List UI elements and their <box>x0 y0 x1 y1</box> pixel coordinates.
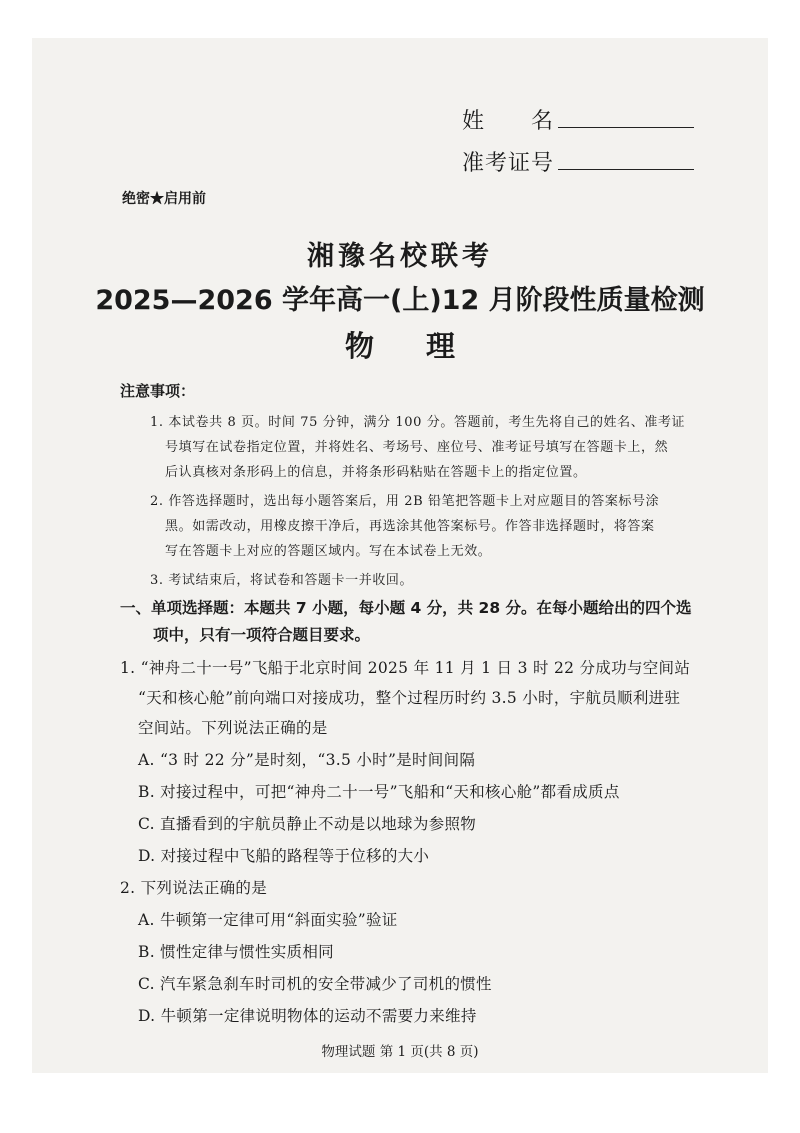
name-label: 姓 名 <box>462 109 555 134</box>
q2-option-a: A. 牛顿第一定律可用“斜面实验”验证 <box>138 911 398 929</box>
notice-line-1: 1. 本试卷共 8 页。时间 75 分钟，满分 100 分。答题前，考生先将自己的姓名、准考证 <box>150 415 686 430</box>
section1-heading: 一、单项选择题：本题共 7 小题，每小题 4 分，共 28 分。在每小题给出的四个选 <box>120 599 692 617</box>
section1-heading-cont: 项中，只有一项符合题目要求。 <box>153 626 371 644</box>
page-footer: 物理试题 第 1 页(共 8 页) <box>321 1044 479 1060</box>
q1-stem-line-2: “天和核心舱”前向端口对接成功，整个过程历时约 3.5 小时，宇航员顺利进驻 <box>138 689 681 707</box>
notice-line-5: 黑。如需改动，用橡皮擦干净后，再选涂其他答案标号。作答非选择题时，将答案 <box>165 519 655 534</box>
q1-option-c: C. 直播看到的宇航员静止不动是以地球为参照物 <box>138 815 477 833</box>
name-field <box>462 104 694 135</box>
notice-line-7: 3. 考试结束后，将试卷和答题卡一并收回。 <box>150 573 414 588</box>
notice-line-3: 后认真核对条形码上的信息，并将条形码粘贴在答题卡上的指定位置。 <box>165 465 587 480</box>
q1-option-a: A. “3 时 22 分”是时刻，“3.5 小时”是时间间隔 <box>138 751 476 769</box>
q2-option-b: B. 惯性定律与惯性实质相同 <box>138 943 334 961</box>
q1-stem-line-3: 空间站。下列说法正确的是 <box>138 719 328 737</box>
notice-line-6: 写在答题卡上对应的答题区域内。写在本试卷上无效。 <box>165 544 492 559</box>
q1-option-d: D. 对接过程中飞船的路程等于位移的大小 <box>138 847 430 865</box>
notice-title: 注意事项： <box>120 382 196 400</box>
q2-stem: 2. 下列说法正确的是 <box>120 879 268 897</box>
secret-mark: 绝密★启用前 <box>122 191 206 207</box>
exam-id-label: 准考证号 <box>462 151 555 176</box>
notice-line-4: 2. 作答选择题时，选出每小题答案后，用 2B 铅笔把答题卡上对应题目的答案标号涂 <box>150 494 660 509</box>
q1-stem-line-1: 1. “神舟二十一号”飞船于北京时间 2025 年 11 月 1 日 3 时 22 分成功与空间站 <box>120 659 691 677</box>
q2-option-d: D. 牛顿第一定律说明物体的运动不需要力来维持 <box>138 1007 477 1025</box>
exam-id-field <box>462 146 694 177</box>
q2-option-c: C. 汽车紧急刹车时司机的安全带减少了司机的惯性 <box>138 975 492 993</box>
exam-title-line1: 湘豫名校联考 <box>307 241 493 272</box>
exam-id-blank-line <box>558 151 694 170</box>
subject-title: 物理 <box>344 329 507 363</box>
exam-page <box>32 38 768 1073</box>
notice-line-2: 号填写在试卷指定位置，并将姓名、考场号、座位号、准考证号填写在答题卡上，然 <box>165 440 669 455</box>
q1-option-b: B. 对接过程中，可把“神舟二十一号”飞船和“天和核心舱”都看成质点 <box>138 783 620 801</box>
exam-title-line2: 2025—2026 学年高一(上)12 月阶段性质量检测 <box>95 285 705 316</box>
name-blank-line <box>558 109 694 128</box>
